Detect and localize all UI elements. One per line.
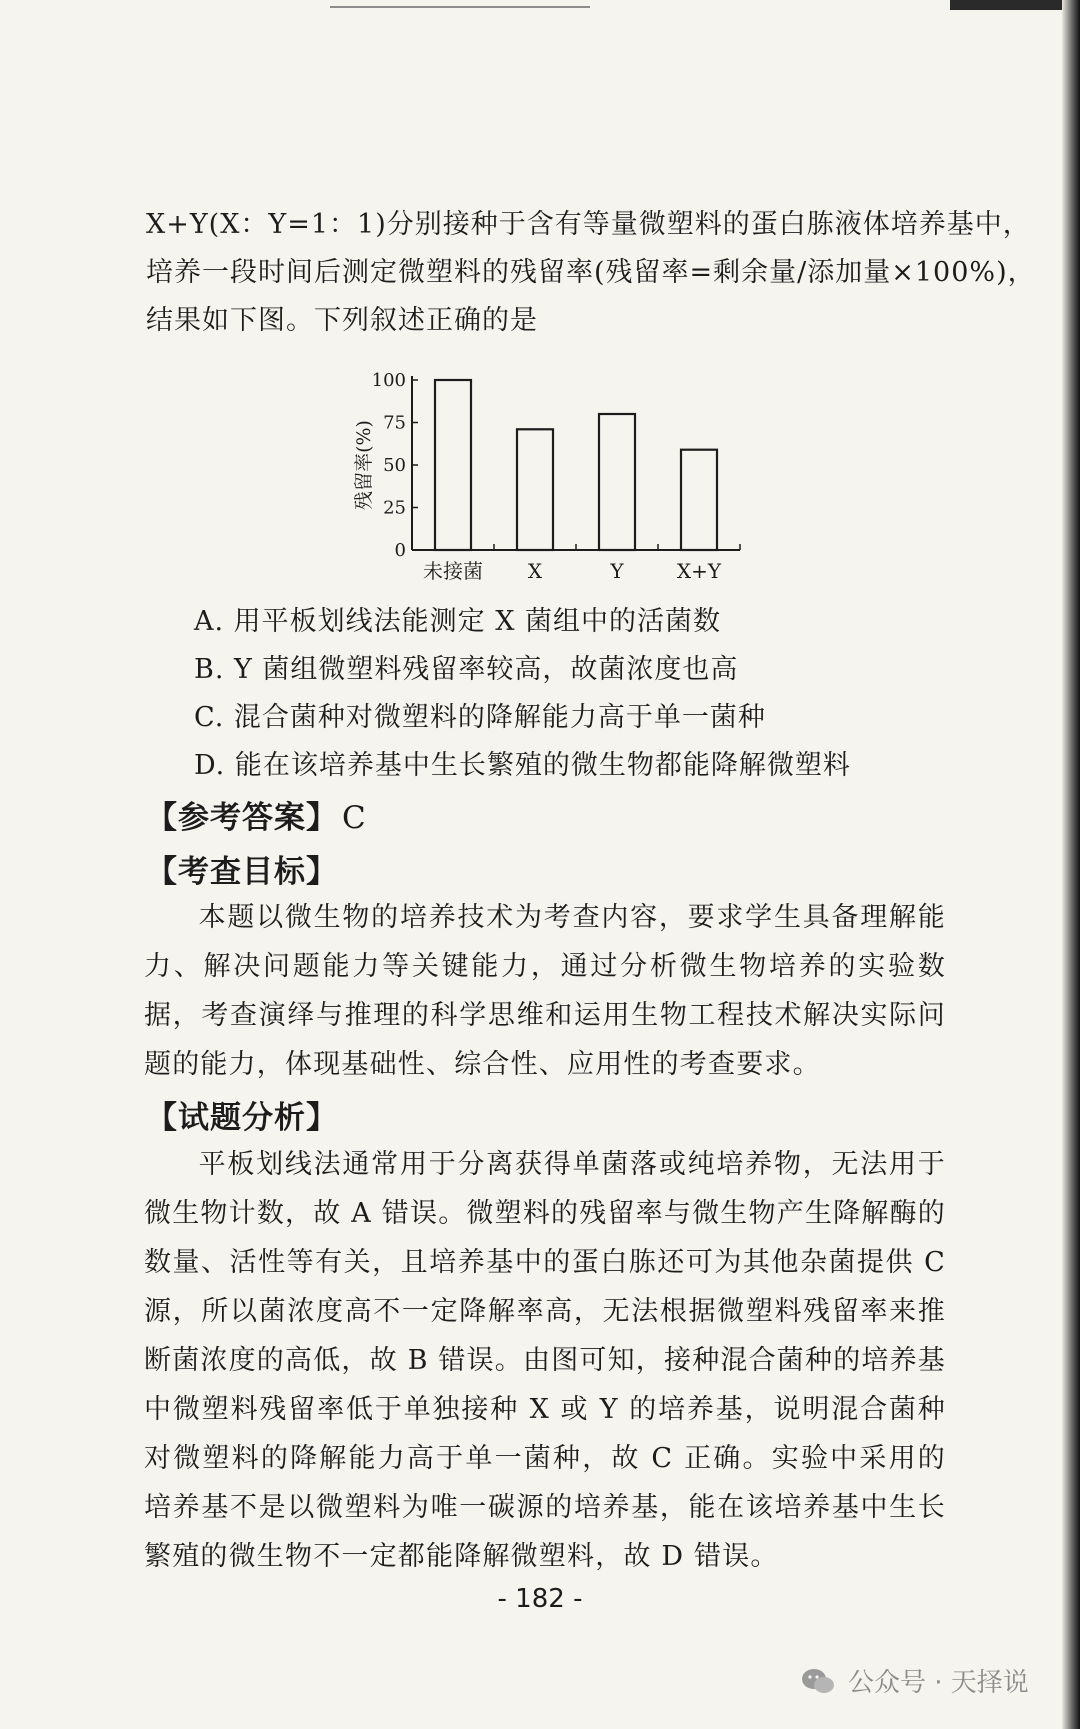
y-tick-label: 0 <box>394 540 406 561</box>
option-b: B. Y 菌组微塑料残留率较高，故菌浓度也高 <box>194 654 739 685</box>
residual-rate-bar-chart <box>340 360 760 590</box>
answer-label: 【参考答案】 <box>146 800 338 836</box>
x-category-label: X <box>527 559 543 583</box>
y-tick-label: 50 <box>383 455 406 476</box>
objective-text: 本题以微生物的培养技术为考查内容，要求学生具备理解能力、解决问题能力等关键能力，通过分析微生物培养的实验数据，考查演绎与推理的科学思维和运用生物工程技术解决实际问题的能力，体现基础性、综合性、应用性的考查要求。 <box>144 902 946 1080</box>
analysis-text: 平板划线法通常用于分离获得单菌落或纯培养物，无法用于微生物计数，故 A 错误。微塑料的残留率与微生物产生降解酶的数量、活性等有关，且培养基中的蛋白胨还可为其他杂菌提供 C 源，所以菌浓度高不一定降解率高，无法根据微塑料残留率来推断菌浓度的高低，故 B 错误。由图可知，接种混合菌种的培养基中微塑料残留率低于单独接种 X 或 Y 的培养基，说明混合菌种对微塑料的降解能力高于单一菌种，故 C 正确。实验中采用的培养基不是以微塑料为唯一碳源的培养基，能在该培养基中生长繁殖的微生物不一定都能降解微塑料，故 D 错误。 <box>144 1149 947 1572</box>
option-a: A. 用平板划线法能测定 X 菌组中的活菌数 <box>194 606 722 637</box>
question-line-2: 培养一段时间后测定微塑料的残留率(残留率=剩余量/添加量×100%)， <box>146 257 1036 288</box>
answer-heading <box>146 792 367 837</box>
y-tick-label: 75 <box>383 412 406 434</box>
watermark-text: 公众号 · 天择说 <box>848 1668 1029 1698</box>
watermark <box>800 1662 1029 1699</box>
y-axis-label: 残留率(%) <box>353 420 375 510</box>
answer-value: C <box>342 800 367 836</box>
x-category-label: Y <box>610 559 624 583</box>
question-line-3: 结果如下图。下列叙述正确的是 <box>146 305 538 336</box>
bar-2 <box>517 429 553 550</box>
analysis-heading: 【试题分析】 <box>146 1100 338 1136</box>
objective-heading: 【考查目标】 <box>146 854 338 890</box>
y-tick-label: 100 <box>371 370 406 391</box>
bar-1 <box>435 380 471 550</box>
question-line-1: X+Y(X：Y=1：1)分别接种于含有等量微塑料的蛋白胨液体培养基中， <box>146 209 1031 240</box>
wechat-icon <box>800 1667 836 1695</box>
option-c: C. 混合菌种对微塑料的降解能力高于单一菌种 <box>194 702 766 733</box>
bar-4 <box>681 450 717 550</box>
option-d: D. 能在该培养基中生长繁殖的微生物都能降解微塑料 <box>194 750 851 781</box>
page-number: - 182 - <box>497 1584 583 1614</box>
x-category-label: 未接菌 <box>423 559 483 583</box>
y-tick-label: 25 <box>383 497 406 519</box>
analysis-paragraph <box>144 1140 946 1581</box>
objective-paragraph <box>144 893 946 1089</box>
x-category-label: X+Y <box>676 559 722 583</box>
bar-3 <box>599 414 635 550</box>
